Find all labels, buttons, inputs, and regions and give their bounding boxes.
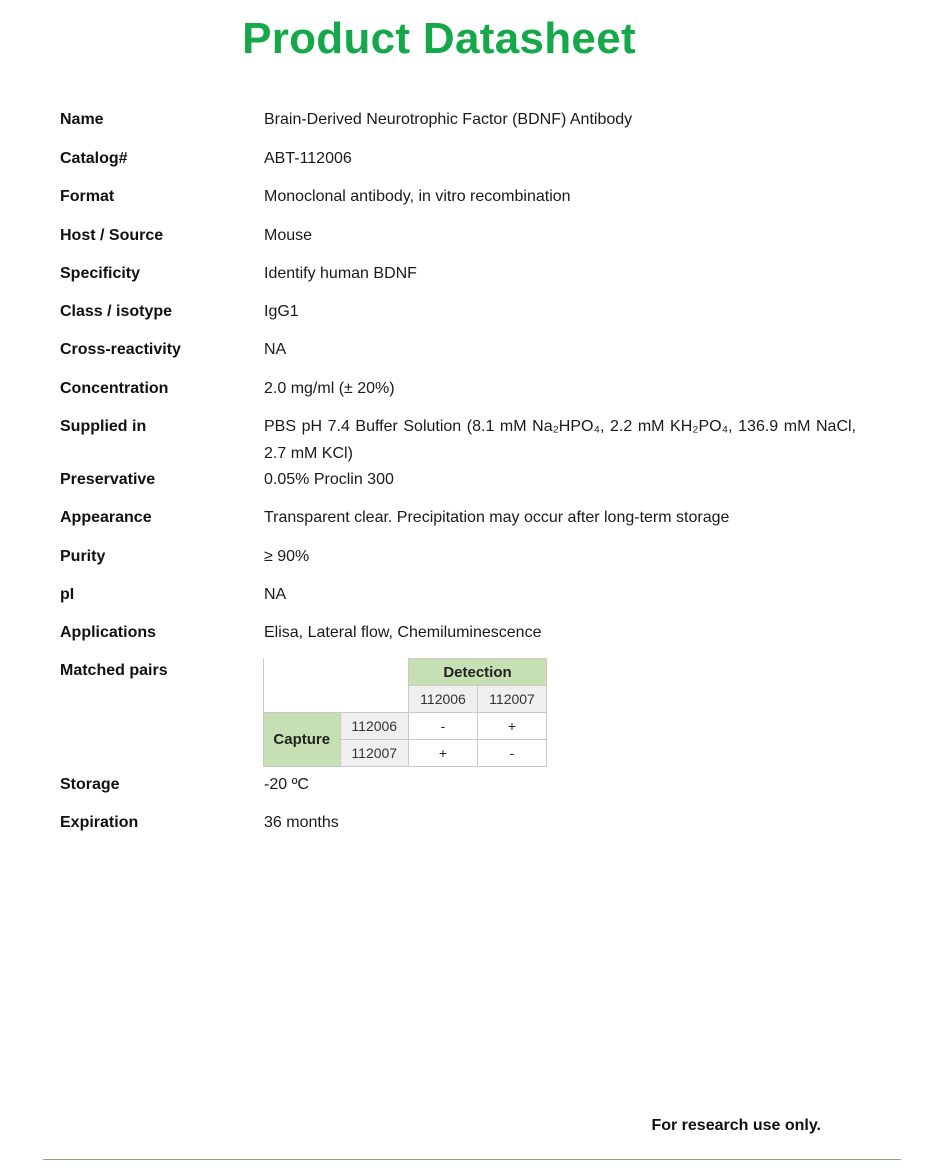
storage-label: Storage (60, 776, 120, 793)
appearance-label: Appearance (60, 509, 152, 526)
capture-header: Capture (264, 713, 341, 767)
format-label: Format (60, 188, 115, 205)
footer-divider (43, 1159, 901, 1160)
concentration-label: Concentration (60, 380, 169, 397)
applications-value: Elisa, Lateral flow, Chemiluminescence (264, 624, 542, 641)
storage-value: -20 ºC (264, 776, 309, 793)
purity-label: Purity (60, 548, 106, 565)
pair-result: + (478, 713, 547, 740)
isotype-label: Class / isotype (60, 303, 173, 320)
preservative-value: 0.05% Proclin 300 (264, 471, 394, 488)
specificity-label: Specificity (60, 265, 141, 282)
page-title: Product Datasheet (242, 14, 636, 63)
host-label: Host / Source (60, 227, 164, 244)
applications-label: Applications (60, 624, 157, 641)
capture-id: 112006 (340, 713, 408, 740)
pair-result: - (409, 713, 478, 740)
catalog-value: ABT-112006 (264, 150, 352, 167)
research-use-note: For research use only. (651, 1117, 821, 1134)
detection-id: 112007 (478, 686, 547, 713)
appearance-value: Transparent clear. Precipitation may occur after long-term storage (264, 509, 730, 526)
catalog-label: Catalog# (60, 150, 128, 167)
expiration-label: Expiration (60, 814, 139, 831)
expiration-value: 36 months (264, 814, 339, 831)
table-corner (264, 659, 409, 713)
name-label: Name (60, 111, 104, 128)
cross-reactivity-label: Cross-reactivity (60, 341, 181, 358)
host-value: Mouse (264, 227, 313, 244)
purity-value: ≥ 90% (264, 548, 310, 565)
detection-header: Detection (409, 659, 547, 686)
pi-label: pI (60, 586, 75, 603)
preservative-label: Preservative (60, 471, 156, 488)
supplied-in-label: Supplied in (60, 418, 147, 435)
matched-pairs-table (263, 658, 547, 767)
pair-result: + (409, 740, 478, 767)
supplied-in-value: PBS pH 7.4 Buffer Solution (8.1 mM Na₂HPO₄, 2.2 mM KH₂PO₄, 136.9 mM NaCl, 2.7 mM KCl) (264, 418, 856, 462)
name-value: Brain-Derived Neurotrophic Factor (BDNF) Antibody (264, 111, 633, 128)
pair-result: - (478, 740, 547, 767)
pi-value: NA (264, 586, 287, 603)
specificity-value: Identify human BDNF (264, 265, 417, 282)
isotype-value: IgG1 (264, 303, 299, 320)
detection-id: 112006 (409, 686, 478, 713)
matched-pairs-label: Matched pairs (60, 662, 168, 679)
cross-reactivity-value: NA (264, 341, 287, 358)
concentration-value: 2.0 mg/ml (± 20%) (264, 380, 395, 397)
capture-id: 112007 (340, 740, 408, 767)
format-value: Monoclonal antibody, in vitro recombination (264, 188, 571, 205)
